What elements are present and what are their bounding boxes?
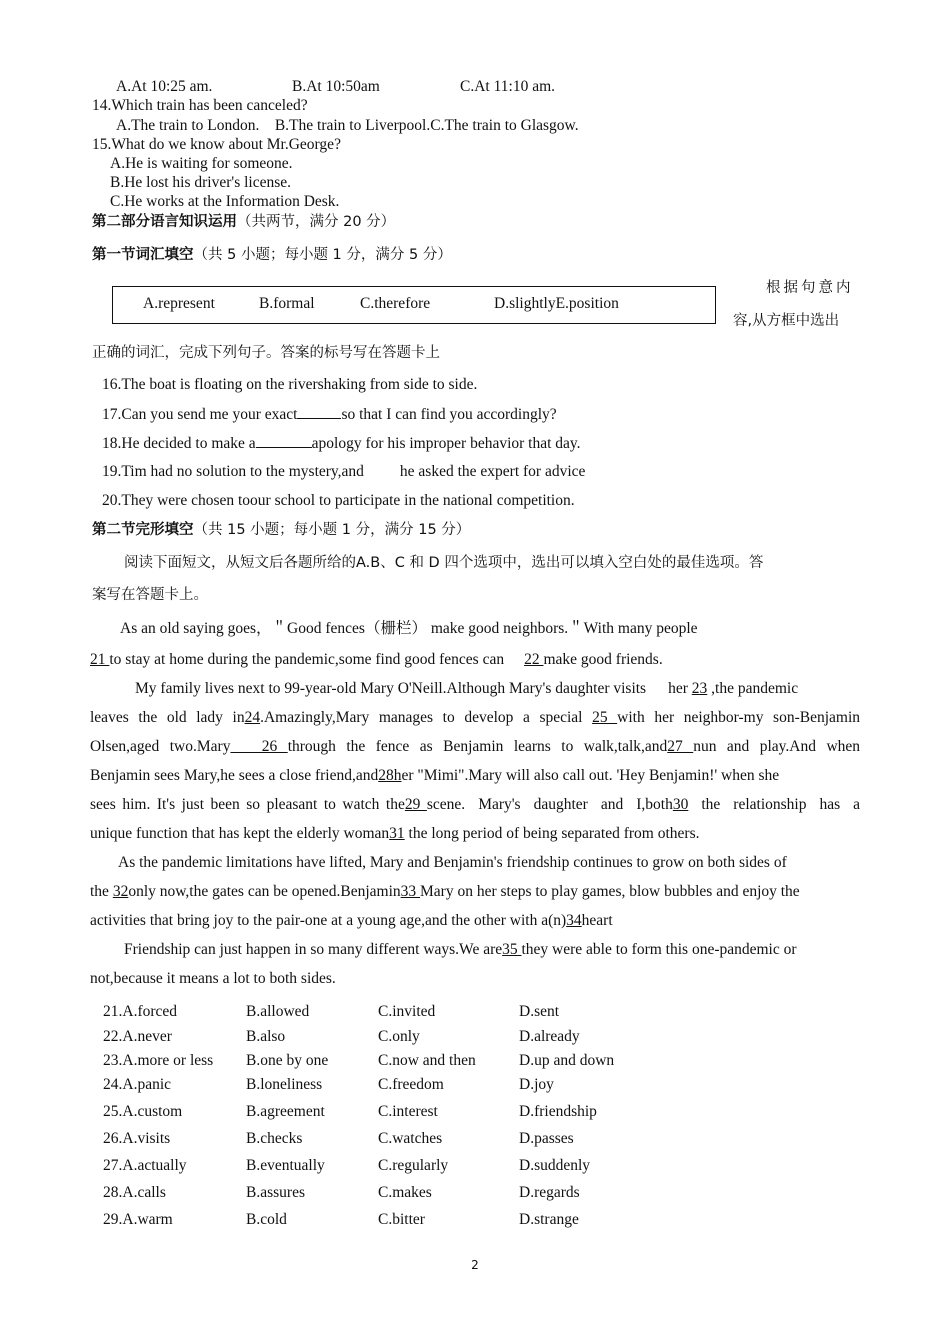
cloze-option-c: C.makes [378,1184,432,1201]
passage-line-5-a: Olsen,aged two.Mary [90,738,231,755]
section2-heading [92,520,470,540]
cloze-option-b: B.loneliness [246,1076,323,1093]
vocab-question-17 [102,404,557,425]
blank-28: 28h [378,767,402,784]
cloze-option-c: C.regularly [378,1157,449,1174]
passage-line-6-a: Benjamin sees Mary,he sees a close friend,and [90,767,379,784]
blank-31: 31 [389,825,405,842]
cloze-option-c: C.now and then [378,1052,476,1069]
passage-line-12-b: they were able to form this one-pandemic or [521,941,797,958]
passage-line-7-c: the relationship has a [688,796,861,813]
q14-options: A.The train to London. B.The train to Liverpool.C.The train to Glasgow. [116,117,579,134]
word-bank-a: A.represent [143,295,215,312]
cloze-option-d: D.passes [519,1130,574,1147]
passage-line-11-a: activities that bring joy to the pair-one at a young age,and the other with a(n) [90,912,567,929]
blank-24: 24 [244,709,261,726]
cloze-option-b: B.agreement [246,1103,325,1120]
blank-29: 29 [404,796,427,813]
word-bank-d-e: D.slightlyE.position [494,295,619,312]
blank-34: 34 [566,912,582,929]
cloze-option-d: D.suddenly [519,1157,591,1174]
passage-line-4-b: .Amazingly,Mary manages to develop a special [260,709,583,726]
section2-heading-rest: （共 15 小题；每小题 1 分，满分 15 分） [193,522,471,538]
cloze-option-a: 29.A.warm [103,1211,173,1228]
passage-line-3-c: ,the pandemic [711,680,799,697]
passage-line-10 [90,882,800,902]
side-note-line1: 根据句意内 [766,280,854,296]
part2-heading-bold: 第二部分语言知识运用 [92,214,237,230]
section1-heading-rest: （共 5 小题；每小题 1 分，满分 5 分） [193,247,452,263]
side-note-line2: 容,从方框中选出 [733,313,840,329]
passage-line-13: not,because it means a lot to both sides. [90,970,336,987]
passage-line-2-a: to stay at home during the pandemic,some find good fences can [109,651,505,668]
passage-line-8-a: unique function that has kept the elderly woman [90,825,390,842]
vocab-question-19 [102,462,585,482]
passage-line-6-b: er "Mimi".Mary will also call out. 'Hey Benjamin!' when she [401,767,780,784]
cloze-option-d: D.regards [519,1184,580,1201]
passage-line-4 [90,708,860,728]
cloze-option-b: B.one by one [246,1052,329,1069]
cloze-option-b: B.eventually [246,1157,325,1174]
part2-heading [92,212,395,232]
q15-option-a: A.He is waiting for someone. [110,155,293,172]
section2-instructions-line1: 阅读下面短文，从短文后各题所给的A.B、C 和 D 四个选项中，选出可以填入空白处的最佳选项。答 [124,555,764,571]
cloze-option-a: 24.A.panic [103,1076,172,1093]
passage-line-7 [90,795,860,815]
passage-line-3-b: her [668,680,688,697]
passage-line-8-b: the long period of being separated from others. [404,825,700,842]
vocab-question-18 [102,433,581,454]
passage-line-12-a: Friendship can just happen in so many different ways.We are [124,941,503,958]
blank-23: 23 [691,680,708,697]
passage-line-9: As the pandemic limitations have lifted, Mary and Benjamin's friendship continues to grow on both sides of [118,854,787,871]
page-number: 2 [471,1258,479,1272]
blank-35: 35 [502,941,522,958]
cloze-option-d: D.strange [519,1211,579,1228]
passage-line-7-b: scene. Mary's daughter and I,both [426,796,673,813]
word-bank-b: B.formal [259,295,315,312]
cloze-option-b: B.cold [246,1211,287,1228]
q17-text-before: 17.Can you send me your exact [102,406,298,423]
cloze-option-a: 22.A.never [103,1028,172,1045]
cloze-option-c: C.only [378,1028,420,1045]
passage-line-1: As an old saying goes，＂Good fences（栅栏） make good neighbors.＂With many people [120,620,698,637]
cloze-option-a: 28.A.calls [103,1184,166,1201]
q14-stem: 14.Which train has been canceled? [92,97,308,114]
cloze-option-b: B.assures [246,1184,305,1201]
word-bank-box [112,286,716,324]
cloze-option-c: C.freedom [378,1076,444,1093]
cloze-option-a: 21.A.forced [103,1003,178,1020]
cloze-option-a: 23.A.more or less [103,1052,214,1069]
blank-26: 26 [230,738,288,755]
blank-21: 21 [90,651,110,668]
cloze-option-c: C.interest [378,1103,438,1120]
q18-text-after: apology for his improper behavior that day. [311,435,581,452]
cloze-option-a: 27.A.actually [103,1157,187,1174]
passage-line-8 [90,824,700,844]
section1-heading [92,245,452,265]
passage-line-4-c: with her neighbor-my son-Benjamin [617,709,861,726]
passage-line-5-b: through the fence as Benjamin learns to walk,talk,and [287,738,668,755]
cloze-option-d: D.already [519,1028,580,1045]
blank-22: 22 [524,651,544,668]
q18-text-before: 18.He decided to make a [102,435,256,452]
cloze-option-a: 25.A.custom [103,1103,183,1120]
passage-line-10-a: the [90,883,113,900]
vocab-question-16: 16.The boat is floating on the rivershaking from side to side. [102,376,478,393]
passage-line-5-c: nun and play.And when [693,738,861,755]
cloze-option-b: B.allowed [246,1003,310,1020]
blank-32: 32 [112,883,129,900]
q13-option-c: C.At 11:10 am. [460,78,556,95]
cloze-option-d: D.up and down [519,1052,615,1069]
section1-heading-bold: 第一节词汇填空 [92,247,194,263]
passage-line-11-b: heart [581,912,613,929]
cloze-option-d: D.sent [519,1003,560,1020]
blank-30: 30 [672,796,689,813]
q13-option-a: A.At 10:25 am. [116,78,213,95]
passage-line-3 [135,679,798,699]
passage-line-11 [90,911,613,931]
cloze-option-c: C.bitter [378,1211,425,1228]
cloze-option-d: D.joy [519,1076,554,1093]
cloze-option-b: B.also [246,1028,286,1045]
passage-line-6 [90,766,779,786]
cloze-option-c: C.invited [378,1003,436,1020]
cloze-option-a: 26.A.visits [103,1130,171,1147]
q19-text-after: he asked the expert for advice [399,463,586,480]
passage-line-10-c: Mary on her steps to play games, blow bubbles and enjoy the [420,883,800,900]
blank-27: 27 [667,738,694,755]
blank-25: 25 [592,709,618,726]
part2-heading-rest: （共两节，满分 20 分） [237,214,396,230]
q13-option-b: B.At 10:50am [292,78,380,95]
passage-line-2 [90,650,663,670]
cloze-option-d: D.friendship [519,1103,597,1120]
vocab-question-20: 20.They were chosen toour school to participate in the national competition. [102,492,575,509]
q15-stem: 15.What do we know about Mr.George? [92,136,341,153]
section2-heading-bold: 第二节完形填空 [92,522,194,538]
cloze-option-b: B.checks [246,1130,303,1147]
cloze-option-c: C.watches [378,1130,443,1147]
word-bank-c: C.therefore [360,295,431,312]
q18-blank [256,433,312,448]
q17-text-after: so that I can find you accordingly? [341,406,557,423]
q17-blank [297,404,341,419]
passage-line-7-a: sees him. It's just been so pleasant to watch the [90,796,405,813]
passage-line-2-b: make good friends. [543,651,663,668]
blank-33: 33 [400,883,421,900]
q15-option-b: B.He lost his driver's license. [110,174,292,191]
passage-line-10-b: only now,the gates can be opened.Benjamin [128,883,401,900]
q19-text-before: 19.Tim had no solution to the mystery,and [102,463,364,480]
passage-line-12 [124,940,797,960]
passage-line-4-a: leaves the old lady in [90,709,245,726]
passage-line-5 [90,737,860,757]
section1-instructions: 正确的词汇，完成下列句子。答案的标号写在答题卡上 [92,345,440,361]
q15-option-c: C.He works at the Information Desk. [110,193,340,210]
section2-instructions-line2: 案写在答题卡上。 [92,587,208,603]
passage-line-3-a: My family lives next to 99-year-old Mary O'Neill.Although Mary's daughter visits [135,680,647,697]
